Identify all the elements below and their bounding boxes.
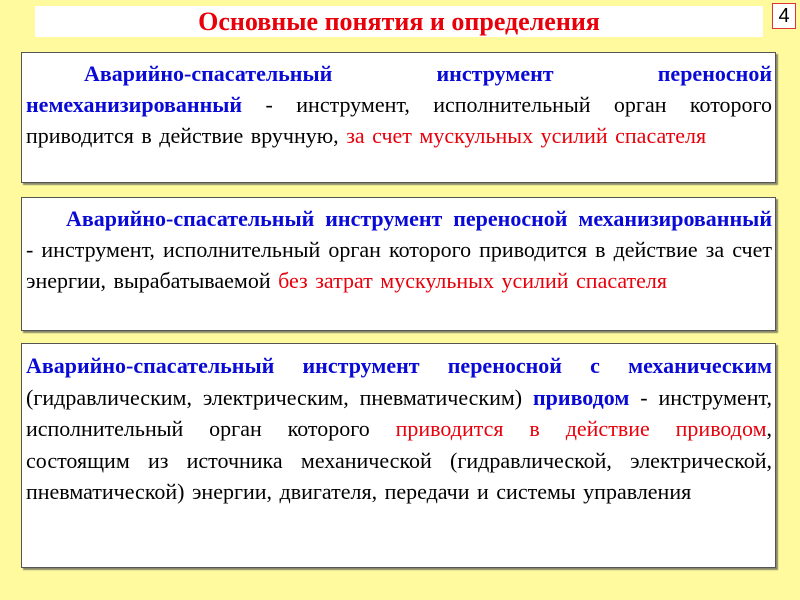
definition-body-3: , состоящим из источника механической (гидравлической, электрической, пневматической) энергии, двигателя, передачи и системы управления: [26, 416, 772, 504]
page-number-badge: 4: [772, 3, 796, 29]
definition-term: Аварийно-спасательный инструмент переносной с механическим: [26, 353, 772, 378]
definition-body: - инструмент, исполнительный орган которого приводится в действие вручную,: [26, 92, 772, 148]
definition-body: - инструмент, исполнительный орган которого приводится в действие за счет энергии, вырабатываемой: [26, 237, 772, 293]
definition-highlight: без затрат мускульных усилий спасателя: [278, 268, 668, 293]
definition-body: (гидравлическим, электрическим, пневматическим): [26, 384, 533, 410]
definition-term-drive: приводом: [532, 384, 630, 410]
definition-body-2: - инструмент, исполнительный орган которого: [26, 384, 772, 441]
definition-term: Аварийно-спасательный инструмент переносной немеханизированный: [26, 61, 772, 117]
definition-highlight: за счет мускульных усилий спасателя: [346, 123, 707, 148]
definition-box-mechanized: [21, 197, 776, 331]
definition-text: [26, 58, 772, 151]
definition-box-non-mechanized: [21, 52, 776, 183]
definition-text: [26, 203, 772, 296]
definition-term: Аварийно-спасательный инструмент переносной механизированный: [66, 206, 772, 231]
definition-box-mechanical-drive: [21, 343, 776, 568]
definition-text: [26, 350, 772, 508]
slide-title: Основные понятия и определения: [35, 6, 763, 37]
definition-highlight: приводится в действие приводом: [395, 416, 767, 441]
